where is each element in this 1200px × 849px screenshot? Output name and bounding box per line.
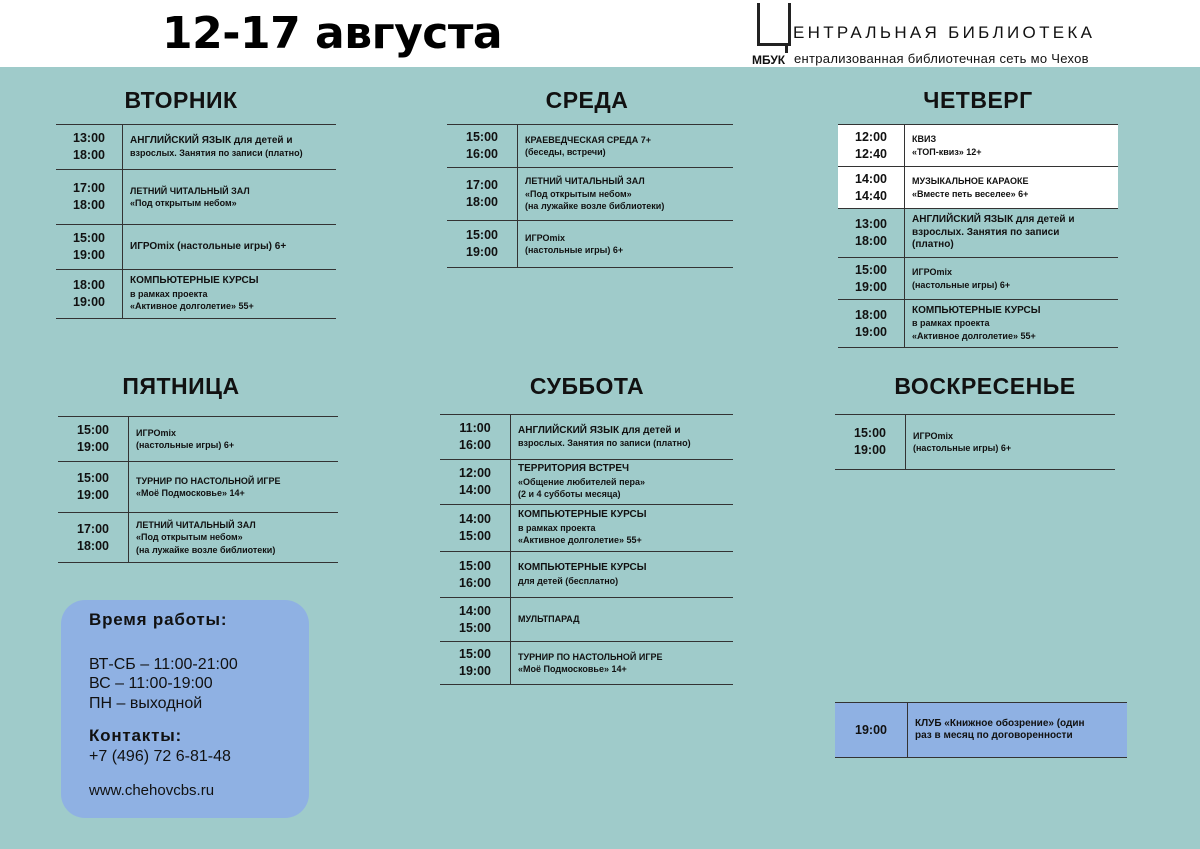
day-title-sunday: ВОСКРЕСЕНЬЕ [894, 373, 1076, 399]
event-description: ИГРОmix (настольные игры) 6+ [913, 430, 1012, 453]
event-row [838, 257, 1118, 299]
event-time: 13:00 18:00 [56, 125, 123, 169]
event-time: 15:00 19:00 [58, 417, 129, 461]
event-row [58, 416, 338, 461]
event-time: 17:00 18:00 [56, 170, 123, 224]
event-row [440, 597, 733, 641]
event-description: ИГРОmix (настольные игры) 6+ [912, 267, 1011, 290]
day-title-friday: ПЯТНИЦА [122, 373, 240, 399]
event-description: ИГРОmix (настольные игры) 6+ [130, 240, 287, 252]
event-time: 15:00 16:00 [440, 552, 511, 597]
event-row [440, 504, 733, 551]
event-description: ЛЕТНИЙ ЧИТАЛЬНЫЙ ЗАЛ «Под открытым небом» (на лужайке возле библиотеки) [136, 519, 276, 555]
event-row [440, 641, 733, 685]
event-description: ЛЕТНИЙ ЧИТАЛЬНЫЙ ЗАЛ «Под открытым небом» (на лужайке возле библиотеки) [525, 176, 665, 212]
event-time: 14:00 15:00 [440, 505, 511, 551]
event-description: КРАЕВЕДЧЕСКАЯ СРЕДА 7+ (беседы, встречи) [525, 134, 651, 157]
event-row [838, 166, 1118, 208]
event-description: КОМПЬЮТЕРНЫЕ КУРСЫ для детей (бесплатно) [518, 562, 647, 586]
event-time: 15:00 19:00 [58, 462, 129, 512]
event-description: ТУРНИР ПО НАСТОЛЬНОЙ ИГРЕ «Моё Подмосковье» 14+ [136, 475, 281, 498]
info-box [61, 600, 309, 818]
event-description: АНГЛИЙСКИЙ ЯЗЫК для детей и взрослых. Занятия по записи (платно) [518, 424, 691, 448]
event-description: ЛЕТНИЙ ЧИТАЛЬНЫЙ ЗАЛ «Под открытым небом» [130, 185, 250, 208]
event-time: 19:00 [835, 703, 908, 757]
event-description: КВИЗ «ТОП-квиз» 12+ [912, 134, 982, 157]
event-row [838, 208, 1118, 257]
event-description: КЛУБ «Книжное обозрение» (один раз в месяц по договоренности [915, 717, 1085, 741]
contacts-title: Контакты: [89, 726, 183, 745]
club-schedule [835, 702, 1127, 758]
schedule-thursday [838, 124, 1118, 348]
event-description: АНГЛИЙСКИЙ ЯЗЫК для детей и взрослых. Занятия по записи (платно) [912, 214, 1075, 251]
event-description: ИГРОmix (настольные игры) 6+ [525, 232, 624, 255]
event-description: КОМПЬЮТЕРНЫЕ КУРСЫ в рамках проекта «Активное долголетие» 55+ [912, 304, 1041, 341]
schedule-tuesday [56, 124, 336, 319]
day-title-tuesday: ВТОРНИК [124, 87, 238, 113]
event-row [447, 167, 733, 220]
hours-monday: ПН – выходной [89, 695, 203, 712]
event-row [56, 169, 336, 224]
page-title: 12-17 августа [162, 8, 503, 59]
header-bar [0, 0, 1200, 67]
event-description: ТУРНИР ПО НАСТОЛЬНОЙ ИГРЕ «Моё Подмосковье» 14+ [518, 651, 663, 674]
event-row [447, 220, 733, 268]
event-time: 11:00 16:00 [440, 415, 511, 459]
event-row [838, 299, 1118, 348]
event-row [58, 461, 338, 512]
day-title-thursday: ЧЕТВЕРГ [923, 87, 1033, 113]
schedule-sunday [835, 414, 1115, 470]
library-logo-mark [757, 3, 791, 46]
event-description: ИГРОmix (настольные игры) 6+ [136, 427, 235, 450]
event-time: 12:00 14:00 [440, 460, 511, 504]
event-time: 14:00 15:00 [440, 598, 511, 641]
event-row [440, 551, 733, 597]
schedule-saturday [440, 414, 733, 685]
event-time: 15:00 19:00 [56, 225, 123, 269]
event-row [58, 512, 338, 563]
hours-title: Время работы: [89, 610, 228, 629]
event-time: 14:00 14:40 [838, 167, 905, 208]
website-link[interactable]: www.chehovcbs.ru [89, 782, 215, 799]
event-row [835, 414, 1115, 470]
event-description: АНГЛИЙСКИЙ ЯЗЫК для детей и взрослых. Занятия по записи (платно) [130, 134, 303, 158]
library-name: ЕНТРАЛЬНАЯ БИБЛИОТЕКА [793, 23, 1096, 42]
event-time: 18:00 19:00 [838, 300, 905, 347]
day-title-saturday: СУББОТА [529, 373, 645, 399]
hours-weekdays: ВТ-СБ – 11:00-21:00 [89, 656, 238, 673]
event-description: МУЗЫКАЛЬНОЕ КАРАОКЕ «Вместе петь веселее» 6+ [912, 176, 1029, 199]
event-row [56, 124, 336, 169]
library-abbr: МБУК [752, 53, 786, 67]
hours-sunday: ВС – 11:00-19:00 [89, 675, 213, 692]
event-description: КОМПЬЮТЕРНЫЕ КУРСЫ в рамках проекта «Активное долголетие» 55+ [130, 275, 259, 312]
event-row [440, 414, 733, 459]
event-time: 17:00 18:00 [447, 168, 518, 220]
schedule-wednesday [447, 124, 733, 268]
event-description: КОМПЬЮТЕРНЫЕ КУРСЫ в рамках проекта «Активное долголетие» 55+ [518, 509, 647, 546]
library-logo-tail [785, 43, 788, 53]
schedule-friday [58, 416, 338, 563]
event-description: ТЕРРИТОРИЯ ВСТРЕЧ «Общение любителей пера» (2 и 4 субботы месяца) [518, 463, 646, 500]
day-title-wednesday: СРЕДА [545, 87, 629, 113]
event-time: 15:00 16:00 [447, 125, 518, 167]
event-time: 15:00 19:00 [447, 221, 518, 267]
event-time: 13:00 18:00 [838, 209, 905, 257]
event-time: 15:00 19:00 [440, 642, 511, 684]
contact-phone[interactable]: +7 (496) 72 6-81-48 [89, 748, 231, 765]
event-time: 17:00 18:00 [58, 513, 129, 562]
event-time: 15:00 19:00 [838, 258, 905, 299]
event-row [56, 269, 336, 319]
event-time: 18:00 19:00 [56, 270, 123, 318]
event-row [56, 224, 336, 269]
event-description: МУЛЬТПАРАД [518, 614, 580, 625]
event-time: 12:00 12:40 [838, 125, 905, 166]
event-time: 15:00 19:00 [835, 415, 906, 469]
event-row [838, 124, 1118, 166]
library-subtitle: ентрализованная библиотечная сеть мо Чехов [794, 51, 1089, 66]
event-row [835, 702, 1127, 758]
event-row [447, 124, 733, 167]
event-row [440, 459, 733, 504]
